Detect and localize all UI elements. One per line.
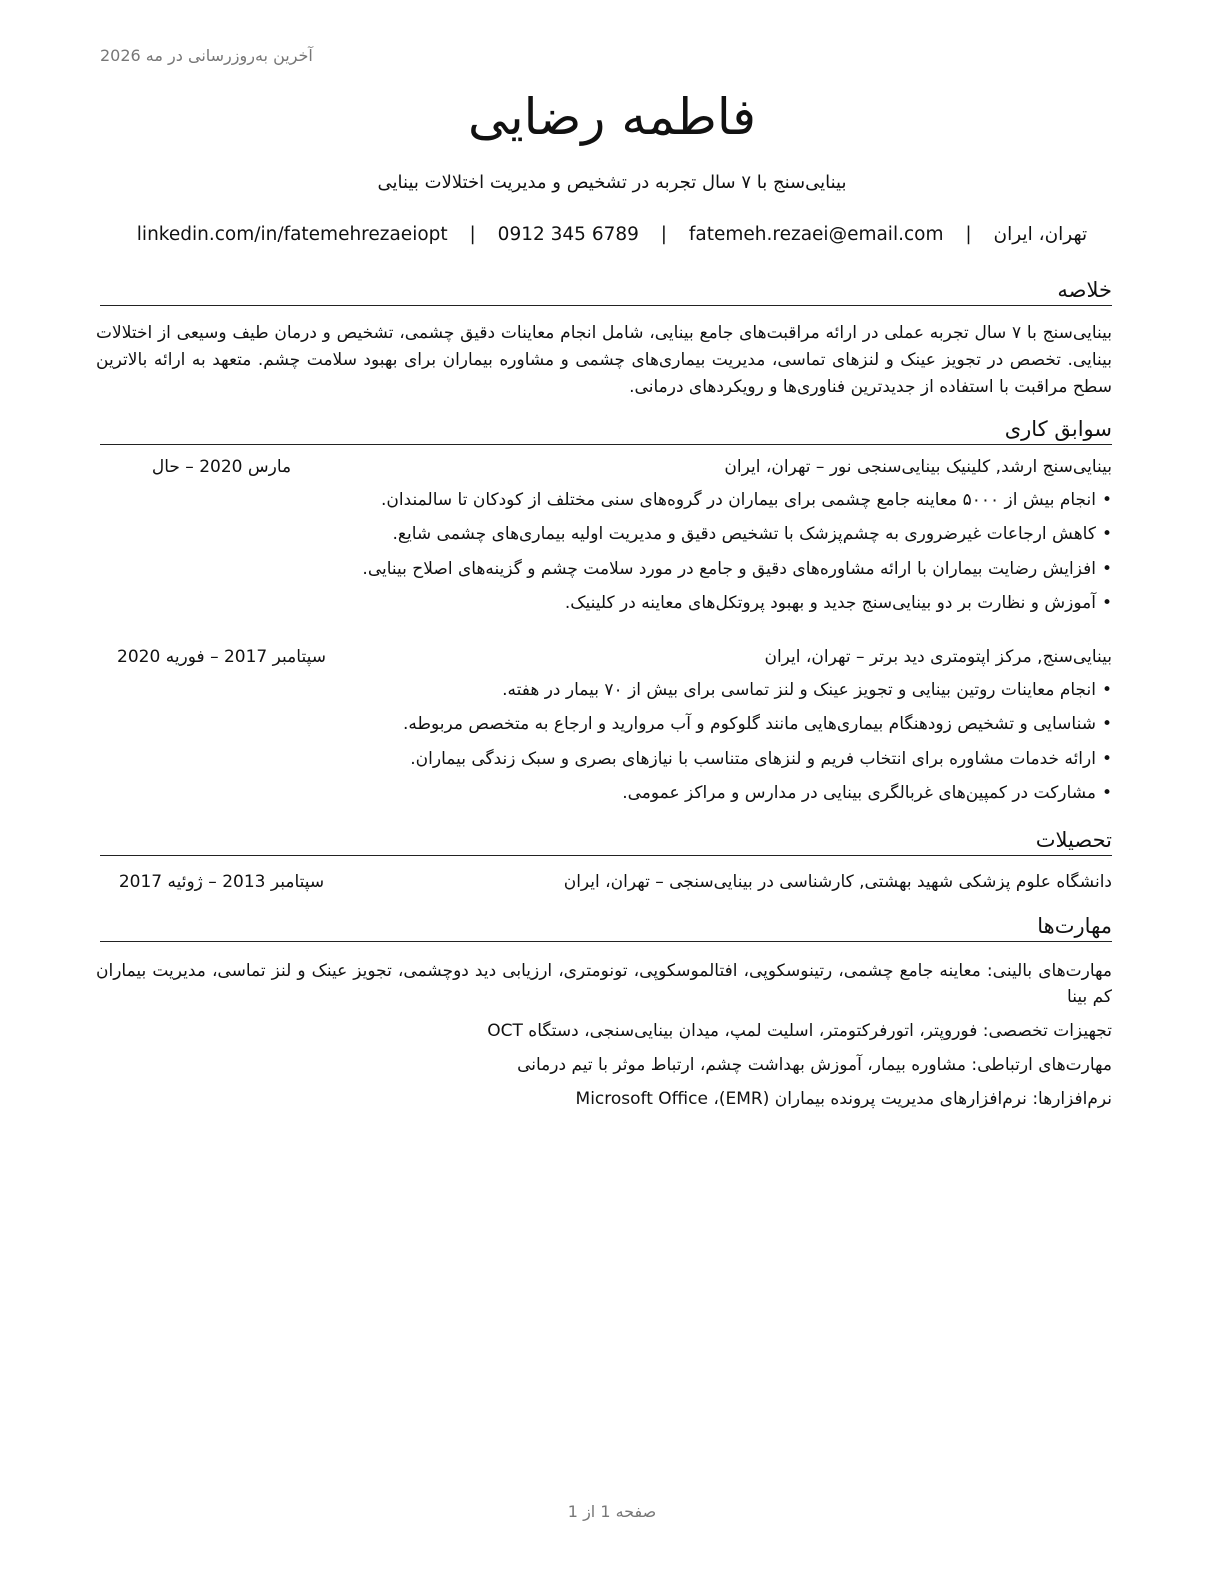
job-dates: مارس 2020 – حال [151,457,292,477]
job-title: بینایی‌سنج ارشد, کلینیک بینایی‌سنجی نور – تهران، ایران [724,457,1112,477]
bullet-text: افزایش رضایت بیماران با ارائه مشاوره‌های دقیق و جامع در مورد سلامت چشم و گزینه‌های اصلاح بینایی. [362,558,1096,579]
contact-email[interactable]: fatemeh.rezaei@email.com [688,224,944,245]
job-header [100,457,1112,481]
candidate-headline: بینایی‌سنج با ۷ سال تجربه در تشخیص و مدیریت اختلالات بینایی [377,172,847,193]
job-bullets [100,487,1112,624]
job-header [100,647,1112,671]
summary-heading: خلاصه [100,277,1112,306]
contact-location: تهران، ایران [993,224,1088,245]
bullet-text: مشارکت در کمپین‌های غربالگری بینایی در مدارس و مراکز عمومی. [622,782,1096,803]
education-heading: تحصیلات [100,827,1112,856]
contact-separator: | [965,224,972,245]
candidate-name: فاطمه رضایی [468,88,756,146]
bullet-text: انجام معاینات روتین بینایی و تجویز عینک و لنز تماسی برای بیش از ۷۰ بیمار در هفته. [502,680,1096,700]
bullet-icon: • [1101,490,1112,510]
bullet-icon: • [1101,748,1112,769]
bullet-text: انجام بیش از ۵۰۰۰ معاینه جامع چشمی برای بیماران در گروه‌های سنی مختلف از کودکان تا سالمندان. [381,490,1096,510]
job-dates: سپتامبر 2017 – فوریه 2020 [117,647,326,667]
skills-list [96,958,1112,1120]
bullet-icon: • [1101,680,1112,700]
summary-text: بینایی‌سنج با ۷ سال تجربه عملی در ارائه مراقبت‌های جامع بینایی، شامل انجام معاینات دقیق چشمی، تشخیص و درمان طیف وسیعی از اختلالات بینایی. تخصص در تجویز عینک و لنزهای تماسی، مدیریت بیماری‌های چشمی و مشاوره بیماران برای بهبود سلامت چشم. متعهد به ارائه بالاترین سطح مراقبت با استفاده از جدیدترین فناوری‌ها و رویکردهای درمانی. [96,323,1112,397]
skill-line: نرم‌افزارها: نرم‌افزارهای مدیریت پرونده بیماران (EMR)، Microsoft Office [575,1089,1112,1109]
list-item [100,521,1112,555]
education-degree: دانشگاه علوم پزشکی شهید بهشتی, کارشناسی در بینایی‌سنجی – تهران، ایران [563,872,1112,892]
contact-linkedin-link[interactable]: linkedin.com/in/fatemehrezaeiopt [136,224,448,245]
bullet-icon: • [1101,714,1112,735]
bullet-icon: • [1101,782,1112,803]
bullet-icon: • [1101,524,1112,545]
contact-separator: | [469,224,476,245]
bullet-icon: • [1101,558,1112,579]
list-item [100,780,1112,814]
contact-line [100,224,1124,245]
bullet-text: آموزش و نظارت بر دو بینایی‌سنج جدید و بهبود پروتکل‌های معاینه در کلینیک. [564,592,1096,613]
job-title: بینایی‌سنج, مرکز اپتومتری دید برتر – تهران، ایران [764,647,1112,667]
skill-line: تجهیزات تخصصی: فوروپتر، اتورفرکتومتر، اسلیت لمپ، میدان بینایی‌سنجی، دستگاه OCT [487,1021,1112,1041]
list-item [100,487,1112,521]
list-item [100,711,1112,745]
bullet-text: شناسایی و تشخیص زودهنگام بیماری‌هایی مانند گلوکوم و آب مروارید و ارجاع به متخصص مربوطه. [402,714,1096,735]
page-number: صفحه 1 از 1 [567,1502,657,1521]
experience-heading: سوابق کاری [100,416,1112,445]
skills-heading: مهارت‌ها [100,913,1112,942]
bullet-text: ارائه خدمات مشاوره برای انتخاب فریم و لنزهای متناسب با نیازهای بصری و سبک زندگی بیماران. [410,748,1096,769]
list-item [100,590,1112,624]
list-item [100,746,1112,780]
contact-phone: 0912 345 6789 [497,224,639,245]
education-dates: سپتامبر 2013 – ژوئیه 2017 [118,872,325,892]
education-entry [100,872,1112,896]
skill-line: مهارت‌های ارتباطی: مشاوره بیمار، آموزش بهداشت چشم، ارتباط موثر با تیم درمانی [517,1055,1112,1075]
last-updated-note: آخرین به‌روزرسانی در مه 2026 [100,46,313,65]
list-item [100,677,1112,711]
bullet-text: کاهش ارجاعات غیرضروری به چشم‌پزشک با تشخیص دقیق و مدیریت اولیه بیماری‌های چشمی شایع. [392,524,1096,545]
job-bullets [100,677,1112,814]
bullet-icon: • [1101,592,1112,613]
skill-line: مهارت‌های بالینی: معاینه جامع چشمی، رتینوسکوپی، افتالموسکوپی، تونومتری، ارزیابی دید دوچشمی، تجویز عینک و لنز تماسی، مدیریت بیماران کم بینا [96,961,1112,1007]
contact-separator: | [660,224,668,245]
list-item [100,556,1112,590]
